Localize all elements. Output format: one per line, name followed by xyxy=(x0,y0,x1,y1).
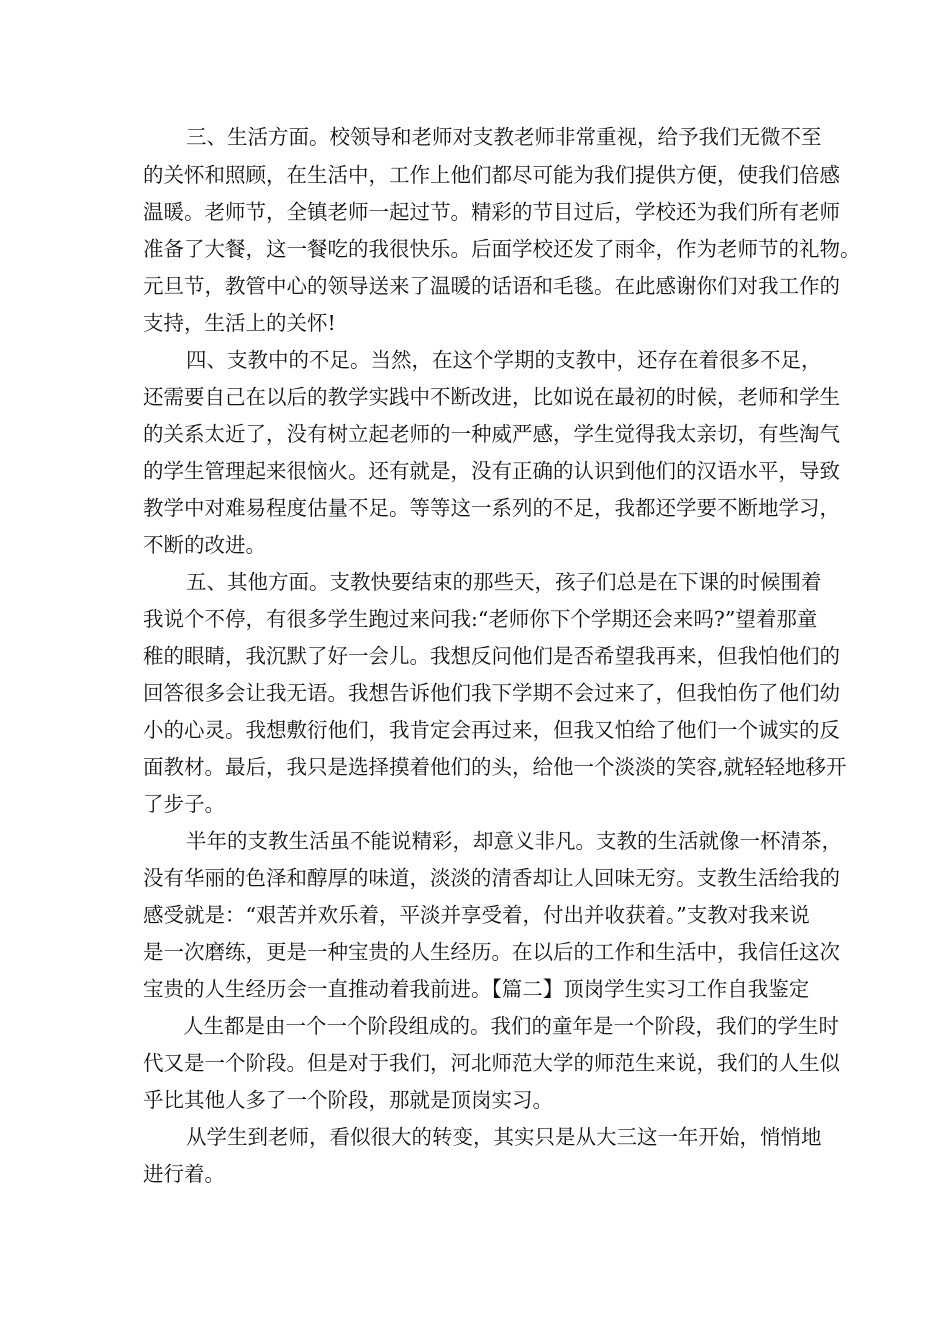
text-line: 三、生活方面。校领导和老师对支教老师非常重视，给予我们无微不至 xyxy=(186,125,822,149)
text-line: 五、其他方面。支教快要结束的那些天，孩子们总是在下课的时候围着 xyxy=(186,570,822,594)
text-line: 没有华丽的色泽和醇厚的味道，淡淡的清香却让人回味无穷。支教生活给我的 xyxy=(143,866,840,890)
text-line: 我说个不停，有很多学生跑过来问我:“老师你下个学期还会来吗?”望着那童 xyxy=(143,607,818,631)
text-line: 的学生管理起来很恼火。还有就是，没有正确的认识到他们的汉语水平，导致 xyxy=(143,459,840,483)
text-line: 进行着。 xyxy=(143,1162,225,1186)
text-line: 面教材。最后，我只是选择摸着他们的头，给他一个淡淡的笑容,就轻轻地移开 xyxy=(143,755,847,779)
text-line: 温暖。老师节，全镇老师一起过节。精彩的节目过后，学校还为我们所有老师 xyxy=(143,200,840,224)
text-line: 人生都是由一个一个阶段组成的。我们的童年是一个阶段，我们的学生时 xyxy=(183,1014,839,1038)
text-line: 的关系太近了，没有树立起老师的一种威严感，学生觉得我太亲切，有些淘气 xyxy=(143,422,840,446)
text-line: 稚的眼睛，我沉默了好一会儿。我想反问他们是否希望我再来，但我怕他们的 xyxy=(143,644,840,668)
text-line: 不断的改进。 xyxy=(143,533,266,557)
text-line: 四、支教中的不足。当然，在这个学期的支教中，还存在着很多不足， xyxy=(186,348,822,372)
text-line: 代又是一个阶段。但是对于我们，河北师范大学的师范生来说，我们的人生似 xyxy=(143,1051,840,1075)
text-line: 宝贵的人生经历会一直推动着我前进。【篇二】顶岗学生实习工作自我鉴定 xyxy=(143,977,810,1001)
text-line: 的关怀和照顾，在生活中，工作上他们都尽可能为我们提供方便，使我们倍感 xyxy=(143,163,840,187)
text-line: 感受就是：“艰苦并欢乐着，平淡并享受着，付出并收获着。”支教对我来说 xyxy=(143,903,810,927)
text-line: 还需要自己在以后的教学实践中不断改进，比如说在最初的时候，老师和学生 xyxy=(143,385,840,409)
text-line: 半年的支教生活虽不能说精彩，却意义非凡。支教的生活就像一杯清茶， xyxy=(186,829,842,853)
text-line: 是一次磨练，更是一种宝贵的人生经历。在以后的工作和生活中，我信任这次 xyxy=(143,940,840,964)
text-line: 了步子。 xyxy=(143,792,225,816)
text-line: 乎比其他人多了一个阶段，那就是顶岗实习。 xyxy=(143,1088,553,1112)
text-line: 教学中对难易程度估量不足。等等这一系列的不足，我都还学要不断地学习， xyxy=(143,496,840,520)
text-line: 支持，生活上的关怀! xyxy=(143,311,336,335)
text-line: 元旦节，教管中心的领导送来了温暖的话语和毛毯。在此感谢你们对我工作的 xyxy=(143,274,840,298)
text-line: 从学生到老师，看似很大的转变，其实只是从大三这一年开始，悄悄地 xyxy=(186,1125,822,1149)
text-line: 准备了大餐，这一餐吃的我很快乐。后面学校还发了雨伞，作为老师节的礼物。 xyxy=(143,237,861,261)
text-line: 小的心灵。我想敷衍他们，我肯定会再过来，但我又怕给了他们一个诚实的反 xyxy=(143,718,840,742)
text-line: 回答很多会让我无语。我想告诉他们我下学期不会过来了，但我怕伤了他们幼 xyxy=(143,681,840,705)
